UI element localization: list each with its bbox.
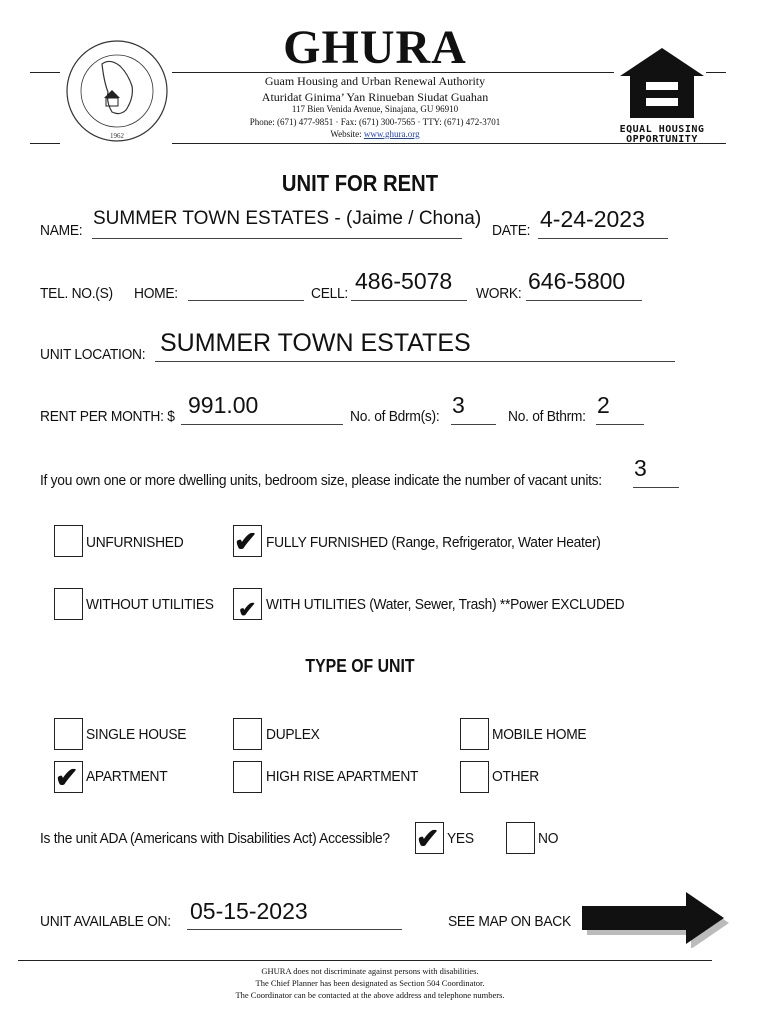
ada-yes-label: YES	[447, 830, 474, 847]
other-label: OTHER	[492, 768, 539, 785]
type-heading: TYPE OF UNIT	[305, 656, 415, 676]
fully-furnished-check-icon: ✔	[234, 526, 258, 557]
eho-line2: OPPORTUNITY	[626, 134, 698, 145]
vacant-field-line	[633, 487, 679, 488]
bthrm-label: No. of Bthrm:	[508, 408, 586, 425]
footer-line-3: The Coordinator can be contacted at the above address and telephone numbers.	[235, 990, 505, 1000]
bthrm-field-line	[596, 424, 644, 425]
other-checkbox[interactable]	[460, 761, 489, 793]
org-name: Guam Housing and Urban Renewal Authority	[264, 74, 486, 88]
vacant-field[interactable]: 3	[634, 455, 647, 481]
ada-no-checkbox[interactable]	[506, 822, 535, 854]
ada-label: Is the unit ADA (Americans with Disabilities Act) Accessible?	[40, 830, 390, 847]
see-map-label: SEE MAP ON BACK	[448, 913, 571, 930]
work-field-line	[526, 300, 642, 301]
org-contact: Phone: (671) 477-9851 · Fax: (671) 300-7565 · TTY: (671) 472-3701	[249, 117, 501, 127]
fully-furnished-label: FULLY FURNISHED (Range, Refrigerator, Water Heater)	[266, 534, 601, 551]
rent-field-line	[181, 424, 343, 425]
header-rule-right	[706, 72, 726, 73]
high-rise-label: HIGH RISE APARTMENT	[266, 768, 419, 785]
org-website-line	[200, 129, 550, 139]
website-link[interactable]: www.ghura.org	[363, 129, 420, 139]
header-rule-left	[30, 72, 60, 73]
apartment-check-icon: ✔	[55, 762, 79, 793]
available-label: UNIT AVAILABLE ON:	[40, 913, 171, 930]
without-utilities-label: WITHOUT UTILITIES	[86, 596, 214, 613]
apartment-label: APARTMENT	[86, 768, 168, 785]
name-field[interactable]: SUMMER TOWN ESTATES - (Jaime / Chona)	[93, 208, 482, 229]
location-field[interactable]: SUMMER TOWN ESTATES	[160, 329, 471, 357]
home-field[interactable]	[188, 300, 304, 301]
cell-label: CELL:	[311, 285, 348, 302]
vacant-label: If you own one or more dwelling units, bedroom size, please indicate the number of vacant units:	[40, 472, 602, 489]
ada-yes-check-icon: ✔	[416, 823, 440, 854]
bdrm-label: No. of Bdrm(s):	[350, 408, 440, 425]
name-label: NAME:	[40, 222, 83, 239]
location-field-line	[155, 361, 675, 362]
rent-field[interactable]: 991.00	[188, 392, 259, 418]
org-name-local: Aturidat Ginima’ Yan Rinueban Siudat Guahan	[261, 90, 489, 104]
home-label: HOME:	[134, 285, 178, 302]
location-label: UNIT LOCATION:	[40, 346, 146, 363]
available-field[interactable]: 05-15-2023	[190, 898, 308, 924]
website-label: Website:	[330, 129, 362, 139]
ada-no-label: NO	[538, 830, 559, 847]
with-utilities-check-icon: ✔	[238, 597, 257, 622]
eho-line1: EQUAL HOUSING	[619, 124, 705, 135]
mobile-home-checkbox[interactable]	[460, 718, 489, 750]
high-rise-checkbox[interactable]	[233, 761, 262, 793]
available-field-line	[187, 929, 402, 930]
without-utilities-checkbox[interactable]	[54, 588, 83, 620]
bthrm-field[interactable]: 2	[597, 392, 610, 418]
mobile-home-label: MOBILE HOME	[492, 726, 587, 743]
unfurnished-checkbox[interactable]	[54, 525, 83, 557]
arrow-right-icon	[580, 892, 730, 948]
date-label: DATE:	[492, 222, 531, 239]
unfurnished-label: UNFURNISHED	[86, 534, 184, 551]
with-utilities-label: WITH UTILITIES (Water, Sewer, Trash) **Power EXCLUDED	[266, 596, 625, 613]
date-field[interactable]: 4-24-2023	[540, 206, 645, 232]
ghura-wordmark: GHURA	[283, 21, 467, 74]
footer-rule	[18, 960, 712, 961]
bdrm-field-line	[451, 424, 496, 425]
cell-field[interactable]: 486-5078	[355, 268, 453, 294]
work-label: WORK:	[476, 285, 522, 302]
footer-line-2: The Chief Planner has been designated as Section 504 Coordinator.	[255, 978, 485, 988]
footer-line-1: GHURA does not discriminate against persons with disabilities.	[261, 966, 479, 976]
duplex-checkbox[interactable]	[233, 718, 262, 750]
form-title: UNIT FOR RENT	[281, 170, 439, 196]
tel-label: TEL. NO.(S)	[40, 285, 113, 302]
header-rule-bottom-left	[30, 143, 60, 144]
work-field[interactable]: 646-5800	[528, 268, 626, 294]
rent-label: RENT PER MONTH: $	[40, 408, 175, 425]
name-field-line	[92, 238, 462, 239]
cell-field-line	[351, 300, 467, 301]
org-address: 117 Bien Venida Avenue, Sinajana, GU 96910	[291, 104, 459, 114]
ghura-seal-logo	[62, 36, 172, 146]
seal-year: 1962	[110, 132, 124, 140]
duplex-label: DUPLEX	[266, 726, 320, 743]
equal-housing-logo	[618, 46, 706, 145]
date-field-line	[538, 238, 668, 239]
single-house-checkbox[interactable]	[54, 718, 83, 750]
single-house-label: SINGLE HOUSE	[86, 726, 187, 743]
bdrm-field[interactable]: 3	[452, 392, 465, 418]
